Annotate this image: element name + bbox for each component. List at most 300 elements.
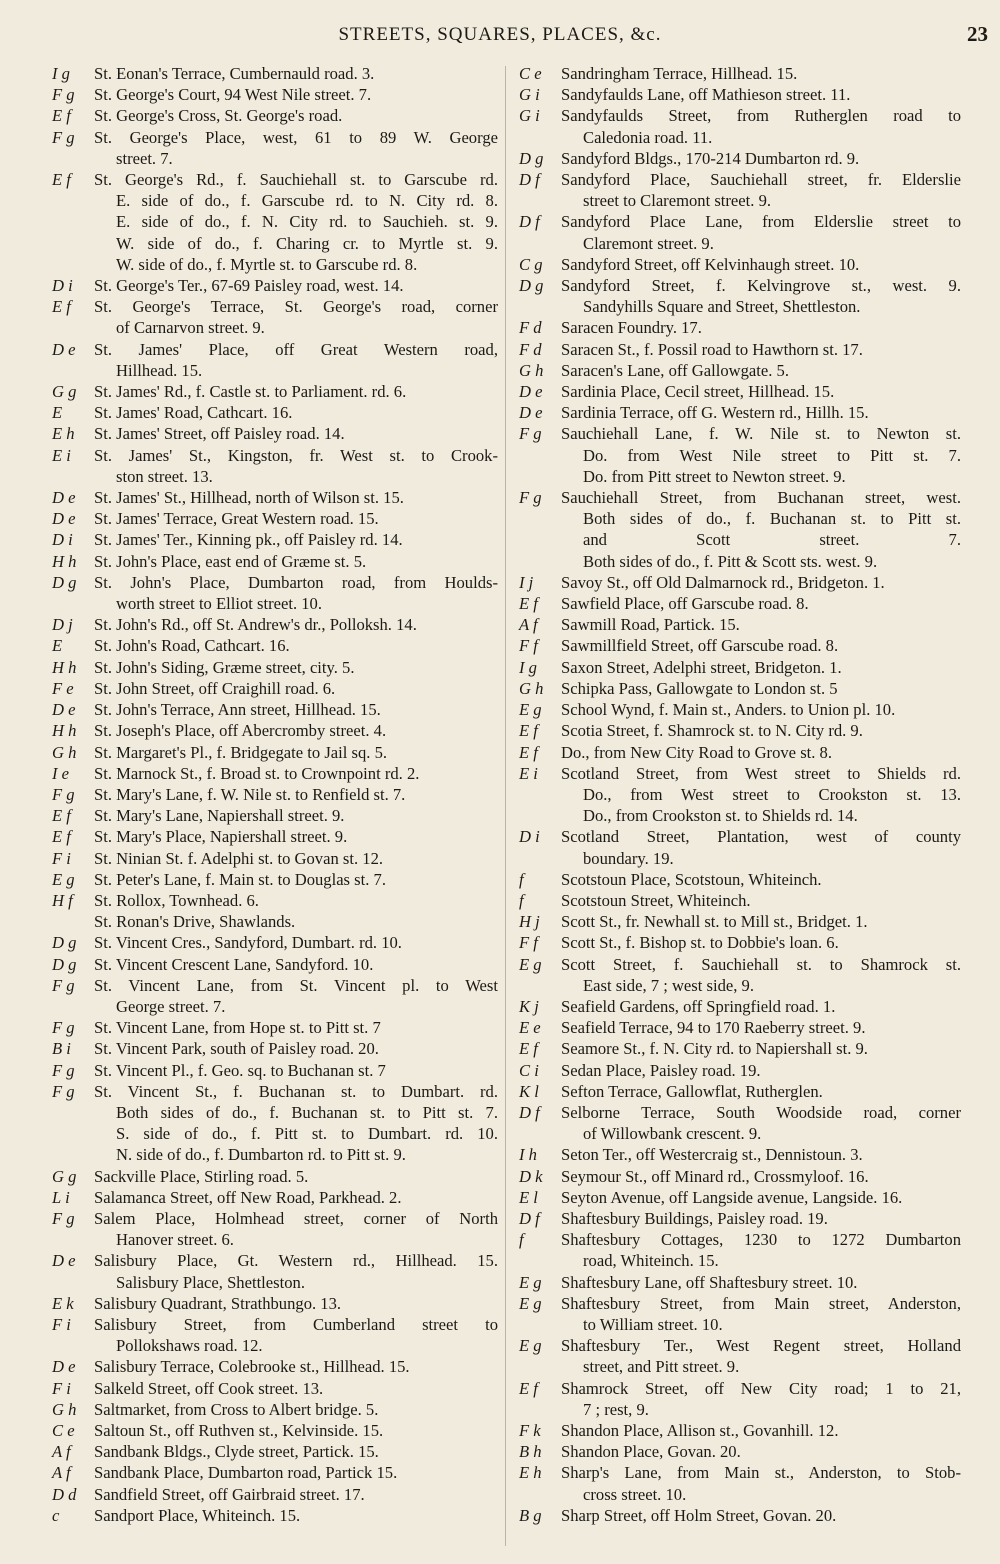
entry-text: Saltmarket, from Cross to Albert bridge. 5. xyxy=(94,1399,379,1419)
entry-text: Saltoun St., off Ruthven st., Kelvinside. 15. xyxy=(94,1421,384,1440)
entry-text: Seton Ter., off Westercraig st., Dennistoun. 3. xyxy=(561,1145,863,1165)
entry-text: Scotland Street, from West street to Shields rd. xyxy=(561,763,961,783)
entry-text: St. Rollox, Townhead. 6. xyxy=(94,890,259,910)
directory-entry xyxy=(48,911,498,932)
grid-reference: F i xyxy=(52,1378,71,1398)
grid-reference: D g xyxy=(52,933,77,953)
grid-reference: H h xyxy=(52,721,77,741)
directory-entry xyxy=(48,1314,498,1356)
grid-reference: E f xyxy=(519,1378,538,1398)
grid-reference: E f xyxy=(52,297,71,317)
grid-reference: f xyxy=(519,890,524,910)
entry-text: St. Vincent Cres., Sandyford, Dumbart. rd. 10. xyxy=(94,933,402,953)
entry-text: St. John's Siding, Græme street, city. 5. xyxy=(94,657,355,677)
entry-text: Scotstoun Place, Scotstoun, Whiteinch. xyxy=(561,869,822,889)
grid-reference: B h xyxy=(519,1442,542,1462)
directory-entry xyxy=(515,1378,961,1420)
entry-text: Sandyford Bldgs., 170-214 Dumbarton rd. 9. xyxy=(561,148,860,168)
entry-text: Shaftesbury Buildings, Paisley road. 19. xyxy=(561,1208,828,1228)
grid-reference: F g xyxy=(52,127,75,147)
entry-text: St. John's Road, Cathcart. 16. xyxy=(94,636,290,656)
entry-text: Salisbury Place, Gt. Western rd., Hillhead. 15. xyxy=(94,1251,498,1271)
grid-reference: I j xyxy=(519,572,534,592)
directory-entry xyxy=(515,1060,961,1081)
entry-text: St. James' Terrace, Great Western road. 15. xyxy=(94,509,379,529)
grid-reference: F g xyxy=(52,85,75,105)
grid-reference: F k xyxy=(519,1421,541,1440)
entry-text: St. Vincent Lane, from St. Vincent pl. to West xyxy=(94,975,498,995)
grid-reference: E f xyxy=(52,170,71,190)
directory-entry xyxy=(515,1505,961,1526)
directory-entry xyxy=(48,699,498,720)
directory-entry xyxy=(48,1166,498,1187)
directory-entry xyxy=(515,381,961,402)
directory-entry xyxy=(515,1420,961,1441)
entry-text: Sefton Terrace, Gallowflat, Rutherglen. xyxy=(561,1081,823,1101)
entry-text: Scotia Street, f. Shamrock st. to N. City rd. 9. xyxy=(561,721,863,741)
directory-entry xyxy=(48,84,498,105)
directory-entry xyxy=(48,551,498,572)
entry-text: Sandyford Street, off Kelvinhaugh street. 10. xyxy=(561,254,860,274)
directory-entry xyxy=(48,635,498,656)
entry-text: Scott St., fr. Newhall st. to Mill st., Bridget. 1. xyxy=(561,912,868,932)
entry-continuation: of Willowbank crescent. 9. xyxy=(583,1124,762,1144)
grid-reference: D g xyxy=(519,276,544,296)
entry-continuation: Pollokshaws road. 12. xyxy=(116,1336,263,1356)
directory-entry xyxy=(48,381,498,402)
grid-reference: L i xyxy=(52,1187,70,1207)
entry-continuation: E. side of do., f. Garscube rd. to N. City rd. 8. xyxy=(116,191,498,211)
entry-text: St. John's Place, east end of Græme st. 5. xyxy=(94,551,367,571)
entry-text: St. George's Cross, St. George's road. xyxy=(94,106,343,126)
directory-entry xyxy=(515,275,961,317)
entry-text: Seafield Gardens, off Springfield road. 1. xyxy=(561,996,836,1016)
directory-entry xyxy=(48,890,498,911)
grid-reference: H f xyxy=(52,890,73,910)
grid-reference: G g xyxy=(52,1166,77,1186)
directory-entry xyxy=(48,805,498,826)
directory-entry xyxy=(515,1229,961,1271)
entry-text: Savoy St., off Old Dalmarnock rd., Bridgeton. 1. xyxy=(561,572,885,592)
entry-text: St. Margaret's Pl., f. Bridgegate to Jail sq. 5. xyxy=(94,742,388,762)
entry-text: Sandport Place, Whiteinch. 15. xyxy=(94,1505,301,1525)
grid-reference: E h xyxy=(52,424,75,444)
grid-reference: E h xyxy=(519,1463,542,1483)
directory-entry xyxy=(515,317,961,338)
grid-reference: F g xyxy=(52,1018,75,1038)
entry-continuation: Caledonia road. 11. xyxy=(583,127,713,147)
grid-reference: G i xyxy=(519,106,540,126)
grid-reference: D i xyxy=(52,276,73,296)
directory-entry xyxy=(515,593,961,614)
right-column xyxy=(515,63,961,1526)
entry-text: Shaftesbury Lane, off Shaftesbury street. 10. xyxy=(561,1272,858,1292)
directory-entry xyxy=(48,614,498,635)
grid-reference: E f xyxy=(519,721,538,741)
grid-reference: E xyxy=(52,403,63,423)
entry-text: Sawfield Place, off Garscube road. 8. xyxy=(561,594,809,614)
directory-entry xyxy=(515,1335,961,1377)
entry-continuation: of Carnarvon street. 9. xyxy=(116,318,265,338)
directory-entry xyxy=(515,254,961,275)
entry-text: St. James' Road, Cathcart. 16. xyxy=(94,403,293,423)
entry-text: St. George's Court, 94 West Nile street. 7. xyxy=(94,85,372,105)
directory-entry xyxy=(515,1462,961,1504)
grid-reference: D f xyxy=(519,170,540,190)
entry-text: Shandon Place, Govan. 20. xyxy=(561,1442,741,1462)
grid-reference: E xyxy=(52,636,63,656)
directory-entry xyxy=(48,975,498,1017)
entry-text: St. James' Street, off Paisley road. 14. xyxy=(94,424,345,444)
entry-text: Sandbank Place, Dumbarton road, Partick 15. xyxy=(94,1463,398,1483)
grid-reference: D g xyxy=(52,572,77,592)
entry-text: St. George's Terrace, St. George's road, corner xyxy=(94,297,498,317)
directory-entry xyxy=(48,869,498,890)
grid-reference: F g xyxy=(519,424,542,444)
directory-entry xyxy=(48,1293,498,1314)
grid-reference: C e xyxy=(52,1421,75,1440)
grid-reference: E g xyxy=(519,1293,542,1313)
grid-reference: I h xyxy=(519,1145,537,1165)
directory-entry xyxy=(48,296,498,338)
entry-continuation: street to Claremont street. 9. xyxy=(583,191,772,211)
entry-text: Sardinia Place, Cecil street, Hillhead. 15. xyxy=(561,382,835,402)
entry-continuation: and Scott street. 7. xyxy=(583,530,961,550)
directory-entry xyxy=(515,932,961,953)
directory-entry xyxy=(48,1250,498,1292)
grid-reference: f xyxy=(519,1230,524,1250)
entry-text: Sandfield Street, off Gairbraid street. 17. xyxy=(94,1484,365,1504)
grid-reference: F g xyxy=(52,784,75,804)
grid-reference: D j xyxy=(52,615,73,635)
entry-continuation: street. 7. xyxy=(116,148,173,168)
entry-text: St. James' Place, off Great Western road, xyxy=(94,339,498,359)
grid-reference: A f xyxy=(52,1442,71,1462)
entry-continuation: N. side of do., f. Dumbarton rd. to Pitt st. 9. xyxy=(116,1145,406,1165)
entry-continuation: Hanover street. 6. xyxy=(116,1230,234,1250)
grid-reference: D d xyxy=(52,1484,77,1504)
entry-text: St. George's Rd., f. Sauchiehall st. to Garscube rd. xyxy=(94,170,498,190)
directory-entry xyxy=(515,105,961,147)
directory-entry xyxy=(515,1272,961,1293)
directory-entry xyxy=(48,529,498,550)
entry-continuation: Hillhead. 15. xyxy=(116,360,203,380)
entry-text: Sandyfaulds Lane, off Mathieson street. 11. xyxy=(561,85,851,105)
grid-reference: F g xyxy=(52,1081,75,1101)
grid-reference: G h xyxy=(52,1399,77,1419)
grid-reference: D e xyxy=(519,403,543,423)
entry-text: School Wynd, f. Main st., Anders. to Union pl. 10. xyxy=(561,700,896,720)
directory-entry xyxy=(515,1166,961,1187)
grid-reference: E i xyxy=(52,445,71,465)
entry-text: Saxon Street, Adelphi street, Bridgeton. 1. xyxy=(561,657,842,677)
entry-text: St. Marnock St., f. Broad st. to Crownpoint rd. 2. xyxy=(94,763,420,783)
directory-entry xyxy=(48,784,498,805)
directory-entry xyxy=(515,635,961,656)
grid-reference: F d xyxy=(519,339,542,359)
grid-reference: E g xyxy=(519,1336,542,1356)
grid-reference: F g xyxy=(52,1208,75,1228)
grid-reference: D f xyxy=(519,212,540,232)
entry-continuation: cross street. 10. xyxy=(583,1484,687,1504)
directory-entry xyxy=(48,1208,498,1250)
directory-entry xyxy=(48,954,498,975)
entry-continuation: Both sides of do., f. Buchanan st. to Pitt st. xyxy=(583,509,961,529)
grid-reference: F i xyxy=(52,848,71,868)
grid-reference: D g xyxy=(52,954,77,974)
grid-reference: D e xyxy=(52,339,76,359)
grid-reference: E g xyxy=(519,700,542,720)
directory-entry xyxy=(48,1017,498,1038)
grid-reference: I e xyxy=(52,763,70,783)
grid-reference: G h xyxy=(52,742,77,762)
entry-text: Sackville Place, Stirling road. 5. xyxy=(94,1166,309,1186)
directory-entry xyxy=(515,339,961,360)
entry-text: St. Vincent Pl., f. Geo. sq. to Buchanan st. 7 xyxy=(94,1060,386,1080)
grid-reference: F g xyxy=(519,488,542,508)
grid-reference: H h xyxy=(52,551,77,571)
entry-continuation: street, and Pitt street. 9. xyxy=(583,1357,740,1377)
directory-entry xyxy=(515,890,961,911)
directory-entry xyxy=(48,445,498,487)
entry-text: Shaftesbury Cottages, 1230 to 1272 Dumbarton xyxy=(561,1230,961,1250)
grid-reference: F g xyxy=(52,1060,75,1080)
grid-reference: H h xyxy=(52,657,77,677)
directory-entry xyxy=(515,360,961,381)
directory-entry xyxy=(515,678,961,699)
entry-text: St. Mary's Place, Napiershall street. 9. xyxy=(94,827,348,847)
entry-text: Seamore St., f. N. City rd. to Napiershall st. 9. xyxy=(561,1039,868,1059)
entry-continuation: road, Whiteinch. 15. xyxy=(583,1251,719,1271)
directory-entry xyxy=(48,487,498,508)
directory-entry xyxy=(515,996,961,1017)
entry-text: St. Mary's Lane, Napiershall street. 9. xyxy=(94,806,345,826)
directory-entry xyxy=(515,720,961,741)
entry-text: St. Ninian St. f. Adelphi st. to Govan st. 12. xyxy=(94,848,384,868)
directory-entry xyxy=(48,678,498,699)
grid-reference: G h xyxy=(519,678,544,698)
grid-reference: C g xyxy=(519,254,543,274)
entry-text: St. Vincent Lane, from Hope st. to Pitt st. 7 xyxy=(94,1018,381,1038)
directory-entry xyxy=(48,63,498,84)
grid-reference: D i xyxy=(52,530,73,550)
entry-continuation: Do., from West street to Crookston st. 13. xyxy=(583,784,961,804)
entry-text: St. James' St., Hillhead, north of Wilson st. 15. xyxy=(94,488,404,508)
entry-text: Salisbury Street, from Cumberland street to xyxy=(94,1314,498,1334)
entry-text: Sandbank Bldgs., Clyde street, Partick. 15. xyxy=(94,1442,379,1462)
entry-text: St. John's Terrace, Ann street, Hillhead. 15. xyxy=(94,700,381,720)
grid-reference: A f xyxy=(519,615,538,635)
entry-continuation: Do., from Crookston st. to Shields rd. 14. xyxy=(583,806,858,826)
grid-reference: E f xyxy=(519,742,538,762)
entry-continuation: 7 ; rest, 9. xyxy=(583,1399,649,1419)
entry-text: St. John's Rd., off St. Andrew's dr., Polloksh. 14. xyxy=(94,615,417,635)
grid-reference: H j xyxy=(519,912,540,932)
entry-text: St. Joseph's Place, off Abercromby street. 4. xyxy=(94,721,387,741)
entry-text: Schipka Pass, Gallowgate to London st. 5 xyxy=(561,678,838,698)
entry-text: Sharp's Lane, from Main st., Anderston, to Stob- xyxy=(561,1463,961,1483)
grid-reference: A f xyxy=(52,1463,71,1483)
entry-continuation: George street. 7. xyxy=(116,996,226,1016)
directory-entry xyxy=(515,699,961,720)
grid-reference: I g xyxy=(52,64,70,83)
grid-reference: E g xyxy=(519,954,542,974)
entry-text: St. Peter's Lane, f. Main st. to Douglas st. 7. xyxy=(94,869,386,889)
directory-entry xyxy=(515,211,961,253)
grid-reference: G i xyxy=(519,85,540,105)
directory-entry xyxy=(48,1378,498,1399)
grid-reference: F d xyxy=(519,318,542,338)
entry-text: Sawmill Road, Partick. 15. xyxy=(561,615,740,635)
entry-continuation: worth street to Elliot street. 10. xyxy=(116,594,322,614)
entry-continuation: W. side of do., f. Charing cr. to Myrtle st. 9. xyxy=(116,233,498,253)
grid-reference: E f xyxy=(52,806,71,826)
directory-entry xyxy=(48,572,498,614)
directory-entry xyxy=(515,63,961,84)
entry-continuation: E. side of do., f. N. City rd. to Sauchieh. st. 9. xyxy=(116,212,498,232)
grid-reference: E f xyxy=(519,1039,538,1059)
directory-entry xyxy=(515,169,961,211)
entry-text: Scotstoun Street, Whiteinch. xyxy=(561,890,751,910)
entry-text: Sandyford Street, f. Kelvingrove st., west. 9. xyxy=(561,276,961,296)
entry-text: St. Vincent Crescent Lane, Sandyford. 10. xyxy=(94,954,374,974)
grid-reference: E g xyxy=(52,869,75,889)
grid-reference: D e xyxy=(519,382,543,402)
entry-text: St. James' St., Kingston, fr. West st. to Crook- xyxy=(94,445,498,465)
entry-text: Sedan Place, Paisley road. 19. xyxy=(561,1060,761,1080)
entry-text: Sandringham Terrace, Hillhead. 15. xyxy=(561,64,798,83)
grid-reference: B i xyxy=(52,1039,71,1059)
entry-text: Scott Street, f. Sauchiehall st. to Shamrock st. xyxy=(561,954,961,974)
grid-reference: D g xyxy=(519,148,544,168)
directory-entry xyxy=(515,954,961,996)
entry-text: Sharp Street, off Holm Street, Govan. 20. xyxy=(561,1505,837,1525)
entry-text: Saracen's Lane, off Gallowgate. 5. xyxy=(561,360,789,380)
directory-entry xyxy=(515,869,961,890)
entry-text: Scott St., f. Bishop st. to Dobbie's loan. 6. xyxy=(561,933,839,953)
directory-entry xyxy=(515,1208,961,1229)
entry-text: Sardinia Terrace, off G. Western rd., Hillh. 15. xyxy=(561,403,869,423)
grid-reference: F f xyxy=(519,636,538,656)
entry-text: Salamanca Street, off New Road, Parkhead. 2. xyxy=(94,1187,402,1207)
grid-reference: D e xyxy=(52,509,76,529)
grid-reference: E i xyxy=(519,763,538,783)
directory-entry xyxy=(48,1441,498,1462)
grid-reference: D i xyxy=(519,827,540,847)
entry-continuation: Both sides of do., f. Pitt & Scott sts. west. 9. xyxy=(583,551,878,571)
entry-continuation: East side, 7 ; west side, 9. xyxy=(583,975,754,995)
entry-continuation: S. side of do., f. Pitt st. to Dumbart. rd. 10. xyxy=(116,1124,498,1144)
grid-reference: D e xyxy=(52,1357,76,1377)
entry-text: St. John Street, off Craighill road. 6. xyxy=(94,678,336,698)
entry-continuation: Do. from West Nile street to Pitt st. 7. xyxy=(583,445,961,465)
grid-reference: E k xyxy=(52,1293,74,1313)
grid-reference: D e xyxy=(52,1251,76,1271)
directory-entry xyxy=(48,1038,498,1059)
grid-reference: K j xyxy=(519,996,539,1016)
grid-reference: D k xyxy=(519,1166,543,1186)
directory-entry xyxy=(515,84,961,105)
directory-entry xyxy=(515,763,961,827)
grid-reference: D f xyxy=(519,1208,540,1228)
directory-entry xyxy=(48,1462,498,1483)
grid-reference: D e xyxy=(52,700,76,720)
entry-text: Do., from New City Road to Grove st. 8. xyxy=(561,742,833,762)
grid-reference: f xyxy=(519,869,524,889)
directory-entry xyxy=(515,1293,961,1335)
entry-text: Scotland Street, Plantation, west of county xyxy=(561,827,961,847)
directory-entry xyxy=(48,1420,498,1441)
directory-entry xyxy=(515,1144,961,1165)
grid-reference: E f xyxy=(519,594,538,614)
grid-reference: G h xyxy=(519,360,544,380)
entry-continuation: Sandyhills Square and Street, Shettleston. xyxy=(583,297,861,317)
entry-text: Sandyfaulds Street, from Rutherglen road to xyxy=(561,106,961,126)
entry-text: St. Mary's Lane, f. W. Nile st. to Renfield st. 7. xyxy=(94,784,406,804)
entry-text: Shandon Place, Allison st., Govanhill. 12. xyxy=(561,1421,839,1440)
grid-reference: E e xyxy=(519,1018,541,1038)
directory-entry xyxy=(515,614,961,635)
left-column xyxy=(48,63,498,1526)
entry-text: Saracen St., f. Possil road to Hawthorn st. 17. xyxy=(561,339,863,359)
directory-entry xyxy=(48,1399,498,1420)
entry-text: St. George's Place, west, 61 to 89 W. George xyxy=(94,127,498,147)
directory-entry xyxy=(48,105,498,126)
grid-reference: F g xyxy=(52,975,75,995)
directory-entry xyxy=(515,1441,961,1462)
entry-text: St. James' Rd., f. Castle st. to Parliament. rd. 6. xyxy=(94,382,407,402)
grid-reference: C e xyxy=(519,64,542,83)
directory-entry xyxy=(515,826,961,868)
directory-entry xyxy=(515,911,961,932)
directory-entry xyxy=(515,402,961,423)
directory-entry xyxy=(48,1060,498,1081)
grid-reference: F i xyxy=(52,1314,71,1334)
grid-reference: D e xyxy=(52,488,76,508)
directory-entry xyxy=(48,1484,498,1505)
grid-reference: C i xyxy=(519,1060,539,1080)
grid-reference: D f xyxy=(519,1102,540,1122)
directory-entry xyxy=(515,1038,961,1059)
grid-reference: F f xyxy=(519,933,538,953)
entry-continuation: Salisbury Place, Shettleston. xyxy=(116,1272,305,1292)
entry-continuation: to William street. 10. xyxy=(583,1314,723,1334)
grid-reference: G g xyxy=(52,382,77,402)
directory-entry xyxy=(48,1505,498,1526)
directory-entry xyxy=(48,1356,498,1377)
entry-text: Sandyford Place, Sauchiehall street, fr. Elderslie xyxy=(561,170,961,190)
page-header xyxy=(0,24,1000,54)
directory-entry xyxy=(48,169,498,275)
entry-continuation: Do. from Pitt street to Newton street. 9. xyxy=(583,466,846,486)
directory-entry xyxy=(515,1102,961,1144)
column-divider xyxy=(505,66,506,1546)
directory-entry xyxy=(48,275,498,296)
grid-reference: K l xyxy=(519,1081,539,1101)
grid-reference: c xyxy=(52,1505,60,1525)
entry-text: Selborne Terrace, South Woodside road, corner xyxy=(561,1102,961,1122)
directory-entry xyxy=(48,742,498,763)
directory-entry xyxy=(48,339,498,381)
entry-continuation: Claremont street. 9. xyxy=(583,233,714,253)
entry-text: St. Vincent Park, south of Paisley road. 20. xyxy=(94,1039,379,1059)
entry-text: St. John's Place, Dumbarton road, from Houlds- xyxy=(94,572,498,592)
entry-text: Seafield Terrace, 94 to 170 Raeberry street. 9. xyxy=(561,1018,866,1038)
directory-entry xyxy=(515,1017,961,1038)
directory-entry xyxy=(48,763,498,784)
entry-continuation: boundary. 19. xyxy=(583,848,674,868)
grid-reference: I g xyxy=(519,657,537,677)
